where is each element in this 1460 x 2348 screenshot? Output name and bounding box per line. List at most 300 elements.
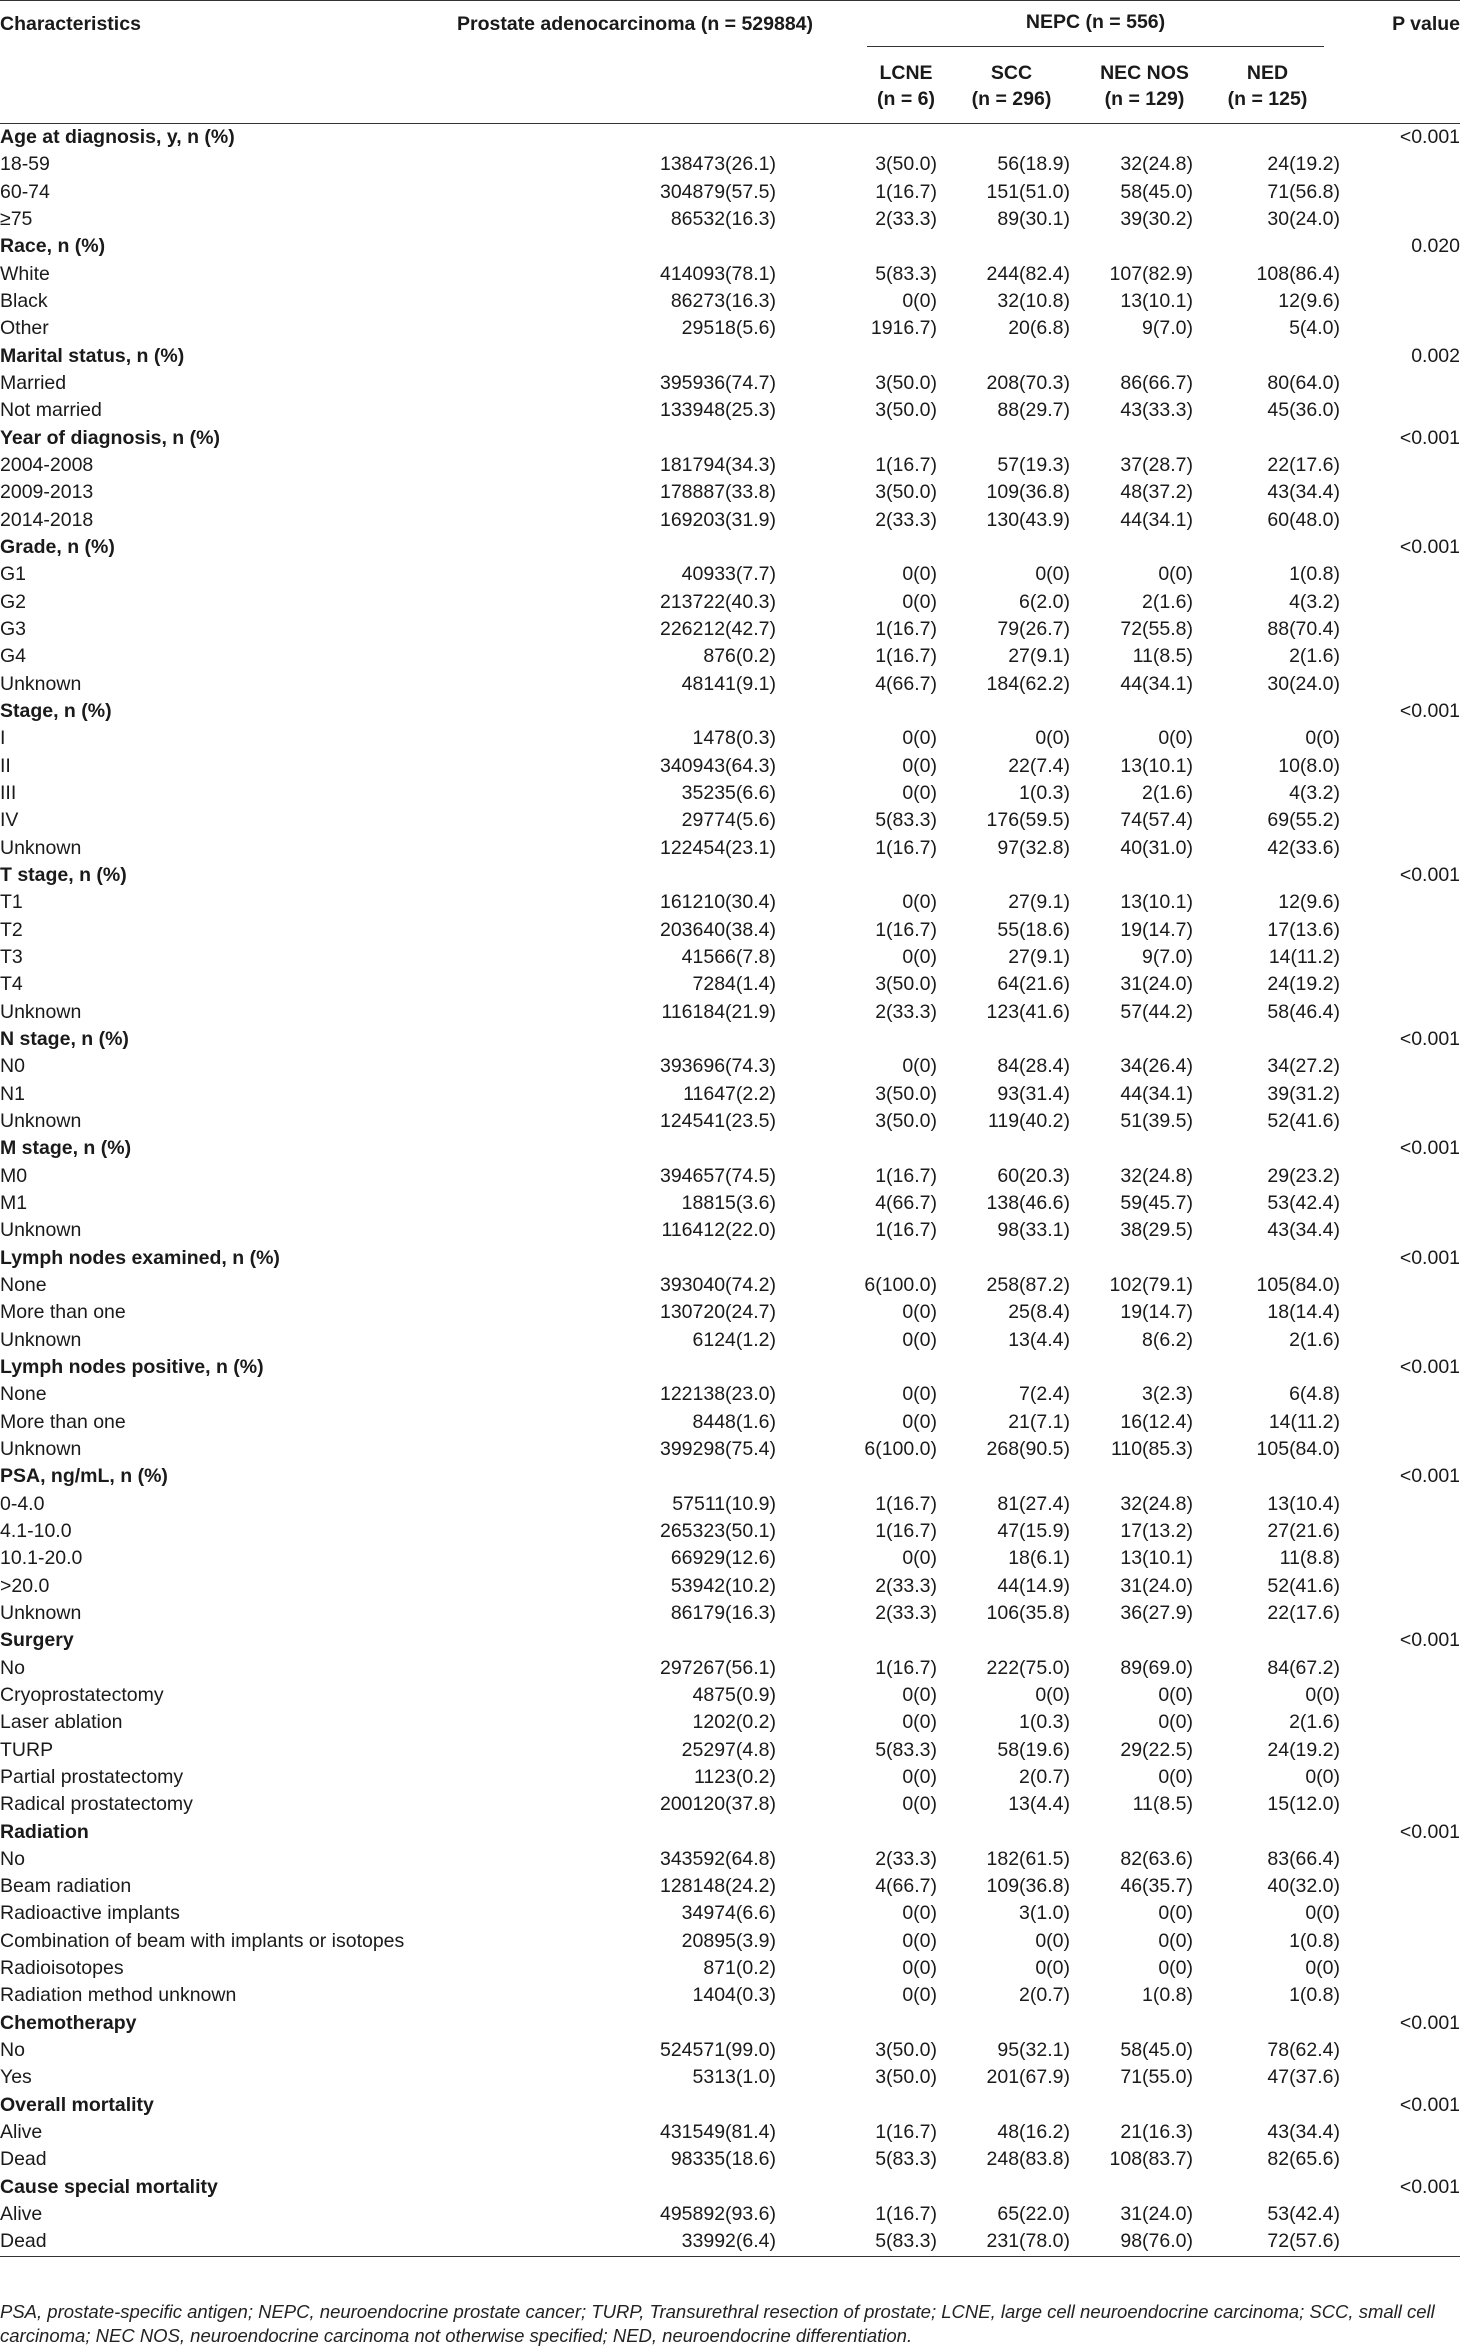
cell-adenocarcinoma-value: 200120(37.8) (659, 1793, 776, 1816)
empty-cell (1078, 425, 1211, 452)
row-label: G3 (0, 618, 27, 641)
cell-lcne: 3(50.0) (875, 372, 937, 395)
cell-p-value (1344, 288, 1460, 315)
empty-cell (1211, 698, 1344, 725)
cell-p-value (1344, 1436, 1460, 1463)
cell-scc: 65(22.0) (997, 2203, 1070, 2226)
cell-nec-nos: 40(31.0) (1120, 836, 1193, 859)
cell-nec-nos: 46(35.7) (1120, 1875, 1193, 1898)
cell-adenocarcinoma-value: 57511(10.9) (672, 1492, 776, 1515)
cell-nec-nos: 82(63.6) (1120, 1847, 1193, 1870)
row-label: Radioisotopes (0, 1957, 124, 1980)
table-body (0, 124, 1460, 2257)
cell-lcne: 0(0) (902, 290, 937, 313)
cell-nec-nos: 44(34.1) (1120, 672, 1193, 695)
row-label: Alive (0, 2121, 43, 2144)
row-label: T4 (0, 973, 23, 996)
cell-p-value (1344, 1518, 1460, 1545)
cell-scc: 22(7.4) (1008, 754, 1070, 777)
cell-ned: 22(17.6) (1267, 1601, 1341, 1624)
cell-ned: 0(0) (1305, 1765, 1341, 1788)
section-title: PSA, ng/mL, n (%) (0, 1465, 168, 1488)
cell-nec-nos: 31(24.0) (1120, 973, 1193, 996)
cell-p-value (1344, 999, 1460, 1026)
cell-ned: 43(34.4) (1267, 1219, 1341, 1242)
cell-p-value (1344, 1108, 1460, 1135)
cell-nec-nos: 2(1.6) (1142, 782, 1193, 805)
cell-lcne: 5(83.3) (875, 1738, 937, 1761)
cell-ned: 82(65.6) (1267, 2148, 1341, 2171)
header-ned-name: NED (1246, 62, 1289, 84)
cell-adenocarcinoma (425, 971, 845, 998)
cell-adenocarcinoma-value: 116412(22.0) (661, 1219, 776, 1242)
table-row (0, 2201, 1460, 2228)
cell-adenocarcinoma (425, 1791, 845, 1818)
empty-cell (425, 698, 845, 725)
cell-nec-nos: 44(34.1) (1120, 1082, 1193, 1105)
table-row (0, 206, 1460, 233)
cell-p-value (1344, 2119, 1460, 2146)
cell-scc: 56(18.9) (997, 153, 1070, 176)
section-p-value: <0.001 (1399, 700, 1460, 723)
cell-adenocarcinoma (425, 807, 845, 834)
cell-nec-nos: 31(24.0) (1120, 2203, 1193, 2226)
cell-ned: 29(23.2) (1267, 1164, 1341, 1187)
cell-adenocarcinoma-value: 53942(10.2) (670, 1574, 776, 1597)
table-row (0, 1545, 1460, 1572)
cell-lcne: 0(0) (902, 1383, 937, 1406)
table-row (0, 1053, 1460, 1080)
cell-p-value (1344, 725, 1460, 752)
cell-p-value (1344, 643, 1460, 670)
section-p-value: <0.001 (1399, 2175, 1460, 2198)
row-label: 18-59 (0, 153, 50, 176)
table-row (0, 507, 1460, 534)
section-header-row (0, 1026, 1460, 1053)
cell-nec-nos: 3(2.3) (1142, 1383, 1193, 1406)
cell-adenocarcinoma (425, 1654, 845, 1681)
cell-nec-nos: 108(83.7) (1109, 2148, 1193, 2171)
cell-p-value (1344, 2146, 1460, 2173)
cell-scc: 89(30.1) (997, 208, 1070, 231)
empty-cell (845, 1818, 945, 1845)
cell-nec-nos: 19(14.7) (1120, 1301, 1193, 1324)
cell-ned: 83(66.4) (1267, 1847, 1341, 1870)
cell-adenocarcinoma (425, 452, 845, 479)
empty-cell (1211, 124, 1344, 152)
cell-p-value (1344, 1408, 1460, 1435)
header-nepc (845, 1, 1344, 50)
row-label: 0-4.0 (0, 1492, 45, 1515)
cell-ned: 5(4.0) (1289, 317, 1341, 340)
cell-scc: 81(27.4) (997, 1492, 1070, 1515)
cell-nec-nos: 9(7.0) (1142, 946, 1193, 968)
cell-nec-nos: 32(24.8) (1120, 153, 1193, 176)
cell-ned: 39(31.2) (1267, 1082, 1341, 1105)
cell-lcne: 4(66.7) (875, 1875, 937, 1898)
section-header-row (0, 1135, 1460, 1162)
empty-cell (845, 233, 945, 260)
cell-p-value (1344, 1600, 1460, 1627)
cell-lcne: 1(16.7) (875, 1219, 937, 1242)
cell-p-value (1344, 807, 1460, 834)
cell-ned: 69(55.2) (1267, 809, 1341, 832)
cell-ned: 0(0) (1305, 1957, 1341, 1980)
cell-lcne: 0(0) (902, 1055, 937, 1078)
cell-adenocarcinoma-value: 169203(31.9) (659, 508, 776, 531)
cell-ned: 4(3.2) (1289, 590, 1341, 613)
cell-nec-nos: 71(55.0) (1120, 2066, 1193, 2089)
cell-lcne: 1(16.7) (875, 454, 937, 477)
cell-ned: 30(24.0) (1267, 672, 1341, 695)
empty-cell (945, 862, 1078, 889)
row-label: None (0, 1273, 47, 1296)
header-scc-name: SCC (990, 62, 1033, 84)
section-title: Lymph nodes positive, n (%) (0, 1355, 264, 1378)
empty-cell (1078, 1135, 1211, 1162)
section-header-row (0, 425, 1460, 452)
section-title: T stage, n (%) (0, 864, 127, 887)
cell-scc: 32(10.8) (997, 290, 1070, 313)
section-p-value: <0.001 (1399, 1246, 1460, 1269)
empty-cell (425, 534, 845, 561)
cell-lcne: 0(0) (902, 590, 937, 613)
cell-ned: 60(48.0) (1267, 508, 1341, 531)
cell-nec-nos: 9(7.0) (1142, 317, 1193, 340)
cell-adenocarcinoma (425, 2064, 845, 2091)
header-lcne (845, 49, 945, 124)
cell-adenocarcinoma (425, 1408, 845, 1435)
cell-nec-nos: 0(0) (1158, 1683, 1193, 1706)
cell-ned: 27(21.6) (1267, 1519, 1341, 1542)
cell-scc: 1(0.3) (1019, 1711, 1070, 1734)
cell-scc: 2(0.7) (1019, 1984, 1070, 2007)
empty-cell (425, 1135, 845, 1162)
empty-cell (1078, 698, 1211, 725)
section-title: Marital status, n (%) (0, 344, 185, 367)
empty-cell (1078, 1026, 1211, 1053)
cell-scc: 27(9.1) (1008, 946, 1070, 968)
row-label: Beam radiation (0, 1875, 132, 1898)
empty-cell (845, 862, 945, 889)
section-p-value: <0.001 (1399, 426, 1460, 449)
cell-scc: 119(40.2) (987, 1109, 1070, 1132)
empty-cell (425, 425, 845, 452)
empty-cell (945, 343, 1078, 370)
empty-cell (1211, 233, 1344, 260)
row-label: Partial prostatectomy (0, 1765, 184, 1788)
cell-scc: 248(83.8) (986, 2148, 1070, 2171)
cell-scc: 55(18.6) (997, 918, 1070, 941)
empty-cell (1211, 1627, 1344, 1654)
cell-p-value (1344, 780, 1460, 807)
section-header-row (0, 534, 1460, 561)
section-header-row (0, 862, 1460, 889)
empty-cell (945, 1354, 1078, 1381)
cell-adenocarcinoma-value: 394657(74.5) (659, 1164, 776, 1187)
cell-nec-nos: 0(0) (1158, 1711, 1193, 1734)
cell-adenocarcinoma (425, 1053, 845, 1080)
cell-lcne: 0(0) (902, 1683, 937, 1706)
cell-scc: 44(14.9) (997, 1574, 1070, 1597)
table-row (0, 1736, 1460, 1763)
table-row (0, 725, 1460, 752)
cell-lcne: 1(16.7) (875, 2121, 937, 2144)
table-row (0, 917, 1460, 944)
cell-adenocarcinoma (425, 2119, 845, 2146)
cell-p-value (1344, 1682, 1460, 1709)
row-label: Unknown (0, 1601, 82, 1624)
cell-p-value (1344, 835, 1460, 862)
empty-cell (1078, 862, 1211, 889)
cell-adenocarcinoma (425, 725, 845, 752)
empty-cell (945, 2010, 1078, 2037)
cell-ned: 0(0) (1305, 1683, 1341, 1706)
cell-ned: 1(0.8) (1289, 563, 1341, 586)
cell-adenocarcinoma (425, 2228, 845, 2256)
cell-nec-nos: 98(76.0) (1078, 2228, 1211, 2256)
section-header-row (0, 2010, 1460, 2037)
empty-cell (1211, 1818, 1344, 1845)
cell-p-value (1344, 1217, 1460, 1244)
cell-adenocarcinoma (425, 835, 845, 862)
cell-adenocarcinoma (425, 1545, 845, 1572)
row-label: Unknown (0, 1000, 82, 1023)
cell-scc: 268(90.5) (986, 1437, 1070, 1460)
empty-cell (1078, 1463, 1211, 1490)
section-p-value: <0.001 (1399, 1355, 1460, 1378)
cell-nec-nos: 19(14.7) (1120, 918, 1193, 941)
cell-adenocarcinoma-value: 138473(26.1) (659, 153, 776, 176)
cell-p-value (1344, 1654, 1460, 1681)
cell-p-value (1344, 452, 1460, 479)
cell-adenocarcinoma (425, 1490, 845, 1517)
cell-adenocarcinoma (425, 780, 845, 807)
table-row (0, 944, 1460, 971)
table-row (0, 1080, 1460, 1107)
empty-cell (945, 2174, 1078, 2201)
cell-scc: 258(87.2) (986, 1273, 1070, 1296)
table-row (0, 397, 1460, 424)
cell-p-value (1344, 1162, 1460, 1189)
empty-cell (1211, 2010, 1344, 2037)
row-label: No (0, 1656, 25, 1679)
cell-p-value (1344, 1873, 1460, 1900)
table-row (0, 2119, 1460, 2146)
cell-nec-nos: 110(85.3) (1110, 1437, 1193, 1460)
cell-lcne: 1(16.7) (875, 1656, 937, 1679)
cell-adenocarcinoma-value: 181794(34.3) (659, 454, 776, 477)
cell-scc: 0(0) (1035, 1957, 1070, 1980)
row-label: Radioactive implants (0, 1902, 180, 1925)
cell-ned: 53(42.4) (1267, 2203, 1341, 2226)
empty-cell (845, 1354, 945, 1381)
empty-cell (1078, 534, 1211, 561)
cell-adenocarcinoma-value: 203640(38.4) (659, 918, 776, 941)
cell-ned: 42(33.6) (1267, 836, 1341, 859)
cell-scc: 6(2.0) (1019, 590, 1070, 613)
section-header-row (0, 1818, 1460, 1845)
row-label: 60-74 (0, 180, 50, 203)
cell-ned: 58(46.4) (1267, 1000, 1341, 1023)
section-title: Cause special mortality (0, 2175, 218, 2198)
cell-lcne: 5(83.3) (875, 2148, 937, 2171)
cell-scc: 27(9.1) (1008, 645, 1070, 668)
cell-adenocarcinoma-value: 226212(42.7) (659, 618, 776, 641)
section-p-value: <0.001 (1399, 864, 1460, 887)
cell-nec-nos: 58(45.0) (1120, 2039, 1193, 2062)
cell-adenocarcinoma (425, 1846, 845, 1873)
cell-adenocarcinoma-value: 25297(4.8) (681, 1738, 776, 1761)
cell-adenocarcinoma (425, 1381, 845, 1408)
cell-nec-nos: 59(45.7) (1120, 1191, 1193, 1214)
cell-adenocarcinoma-value: 524571(99.0) (659, 2039, 776, 2062)
row-label: Yes (0, 2066, 32, 2089)
cell-p-value (1344, 2201, 1460, 2228)
cell-adenocarcinoma (425, 1272, 845, 1299)
cell-lcne: 0(0) (902, 1765, 937, 1788)
cell-ned: 80(64.0) (1267, 372, 1341, 395)
cell-adenocarcinoma-value: 395936(74.7) (659, 372, 776, 395)
section-title: Overall mortality (0, 2093, 154, 2116)
cell-lcne: 3(50.0) (875, 1082, 937, 1105)
empty-cell (1078, 1818, 1211, 1845)
empty-cell (845, 1135, 945, 1162)
cell-lcne: 1(16.7) (875, 618, 937, 641)
cell-scc: 47(15.9) (997, 1519, 1070, 1542)
empty-cell (425, 233, 845, 260)
cell-nec-nos: 13(10.1) (1120, 891, 1193, 914)
empty-cell (425, 1026, 845, 1053)
empty-cell (1211, 343, 1344, 370)
row-label: Alive (0, 2203, 43, 2226)
cell-adenocarcinoma (425, 917, 845, 944)
cell-ned: 18(14.4) (1267, 1301, 1341, 1324)
cell-nec-nos: 0(0) (1158, 1765, 1193, 1788)
cell-adenocarcinoma-value: 343592(64.8) (659, 1847, 776, 1870)
table-row (0, 1928, 1460, 1955)
cell-scc: 21(7.1) (1008, 1410, 1070, 1433)
row-label: IV (0, 809, 19, 832)
empty-cell (1211, 1135, 1344, 1162)
cell-adenocarcinoma (425, 1162, 845, 1189)
empty-cell (425, 2092, 845, 2119)
empty-cell (845, 1463, 945, 1490)
cell-scc: 48(16.2) (997, 2121, 1070, 2144)
cell-scc: 182(61.5) (986, 1847, 1070, 1870)
table-row (0, 807, 1460, 834)
cell-scc: 184(62.2) (986, 672, 1070, 695)
cell-adenocarcinoma-value: 11647(2.2) (683, 1082, 776, 1105)
table-row (0, 151, 1460, 178)
empty-cell (845, 534, 945, 561)
header-nec-nos-n: (n = 129) (1104, 88, 1185, 110)
empty-cell (845, 698, 945, 725)
empty-cell (425, 862, 845, 889)
empty-cell (945, 2092, 1078, 2119)
cell-scc: 138(46.6) (986, 1191, 1070, 1214)
cell-lcne: 5(83.3) (875, 809, 937, 832)
cell-adenocarcinoma-value: 122454(23.1) (659, 836, 776, 859)
cell-scc: 79(26.7) (997, 618, 1070, 641)
cell-adenocarcinoma (425, 1600, 845, 1627)
table-row (0, 1108, 1460, 1135)
cell-adenocarcinoma-value: 7284(1.4) (692, 973, 776, 996)
cell-adenocarcinoma (425, 2037, 845, 2064)
cell-adenocarcinoma-value: 495892(93.6) (659, 2203, 776, 2226)
cell-lcne: 0(0) (902, 727, 937, 750)
cell-lcne: 1916.7) (870, 317, 937, 340)
empty-cell (1078, 124, 1211, 152)
cell-p-value (1344, 1490, 1460, 1517)
cell-adenocarcinoma-value: 128148(24.2) (659, 1875, 776, 1898)
cell-adenocarcinoma-value: 29518(5.6) (681, 317, 776, 340)
cell-ned: 71(56.8) (1267, 180, 1341, 203)
cell-lcne: 6(100.0) (864, 1437, 937, 1460)
cell-p-value (1344, 971, 1460, 998)
section-title: Stage, n (%) (0, 700, 112, 723)
cell-p-value (1344, 1572, 1460, 1599)
cell-ned: 53(42.4) (1267, 1191, 1341, 1214)
header-scc-n: (n = 296) (971, 88, 1052, 110)
cell-lcne: 0(0) (902, 754, 937, 777)
empty-cell (1078, 1354, 1211, 1381)
empty-cell (1211, 1244, 1344, 1271)
cell-scc: 3(1.0) (1019, 1902, 1070, 1925)
cell-adenocarcinoma (425, 999, 845, 1026)
cell-nec-nos: 38(29.5) (1120, 1219, 1193, 1242)
cell-lcne: 0(0) (902, 563, 937, 586)
cell-lcne: 4(66.7) (875, 672, 937, 695)
cell-adenocarcinoma-value: 86273(16.3) (670, 290, 776, 313)
cell-ned: 108(86.4) (1256, 262, 1341, 285)
section-p-value: 0.020 (1411, 235, 1460, 258)
cell-p-value (1344, 1299, 1460, 1326)
section-title: Year of diagnosis, n (%) (0, 426, 220, 449)
row-label: Laser ablation (0, 1711, 123, 1734)
cell-adenocarcinoma (425, 1764, 845, 1791)
cell-adenocarcinoma (425, 1900, 845, 1927)
empty-cell (845, 425, 945, 452)
empty-cell (1078, 2174, 1211, 2201)
cell-adenocarcinoma (425, 889, 845, 916)
cell-scc: 0(0) (1035, 727, 1070, 750)
cell-lcne: 0(0) (902, 891, 937, 914)
cell-nec-nos: 0(0) (1158, 1929, 1193, 1952)
cell-scc: 58(19.6) (997, 1738, 1070, 1761)
row-label: G1 (0, 563, 27, 586)
cell-nec-nos: 57(44.2) (1120, 1000, 1193, 1023)
cell-adenocarcinoma (425, 370, 845, 397)
row-label: N0 (0, 1055, 25, 1078)
section-p-value: <0.001 (1399, 1629, 1460, 1652)
cell-adenocarcinoma-value: 98335(18.6) (670, 2148, 776, 2171)
cell-lcne: 2(33.3) (875, 208, 937, 231)
row-label: T3 (0, 946, 23, 968)
cell-ned: 52(41.6) (1267, 1574, 1341, 1597)
table-row (0, 643, 1460, 670)
cell-lcne: 0(0) (902, 1410, 937, 1433)
table-row (0, 1709, 1460, 1736)
cell-adenocarcinoma (425, 1928, 845, 1955)
table-row (0, 1272, 1460, 1299)
cell-p-value (1344, 1326, 1460, 1353)
table-row (0, 1490, 1460, 1517)
cell-lcne: 0(0) (902, 1793, 937, 1816)
row-label: Unknown (0, 1437, 82, 1460)
cell-adenocarcinoma (425, 1982, 845, 2009)
section-header-row (0, 124, 1460, 152)
